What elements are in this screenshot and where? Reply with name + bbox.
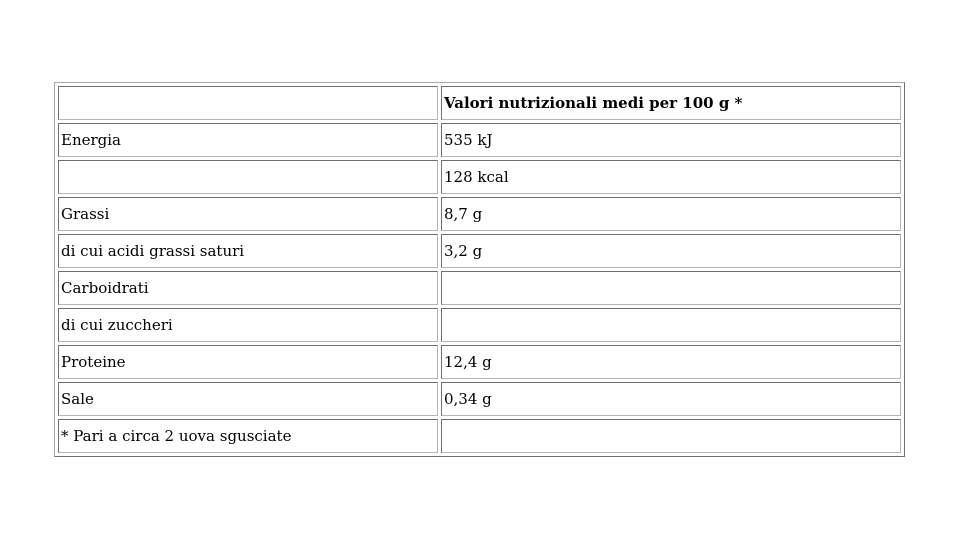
footnote-label: * Pari a circa 2 uova sgusciate xyxy=(58,419,438,453)
row-value xyxy=(441,419,901,453)
row-value xyxy=(441,271,901,305)
row-value: 0,34 g xyxy=(441,382,901,416)
row-label: Carboidrati xyxy=(58,271,438,305)
table-row xyxy=(58,419,901,453)
row-value: 12,4 g xyxy=(441,345,901,379)
row-label: di cui acidi grassi saturi xyxy=(58,234,438,268)
row-label: di cui zuccheri xyxy=(58,308,438,342)
nutrition-table xyxy=(54,82,905,457)
row-label: Proteine xyxy=(58,345,438,379)
row-label: Grassi xyxy=(58,197,438,231)
table-row xyxy=(58,160,901,194)
row-label xyxy=(58,160,438,194)
table-header-row xyxy=(58,86,901,120)
row-value: 8,7 g xyxy=(441,197,901,231)
row-value xyxy=(441,308,901,342)
table-row xyxy=(58,234,901,268)
table-row xyxy=(58,271,901,305)
row-label: Sale xyxy=(58,382,438,416)
table-row xyxy=(58,123,901,157)
row-label: Energia xyxy=(58,123,438,157)
row-value: 128 kcal xyxy=(441,160,901,194)
row-value: 535 kJ xyxy=(441,123,901,157)
table-row xyxy=(58,345,901,379)
table-row xyxy=(58,308,901,342)
table-row xyxy=(58,197,901,231)
row-value: 3,2 g xyxy=(441,234,901,268)
header-label-cell xyxy=(58,86,438,120)
table-row xyxy=(58,382,901,416)
header-value-cell: Valori nutrizionali medi per 100 g * xyxy=(441,86,901,120)
